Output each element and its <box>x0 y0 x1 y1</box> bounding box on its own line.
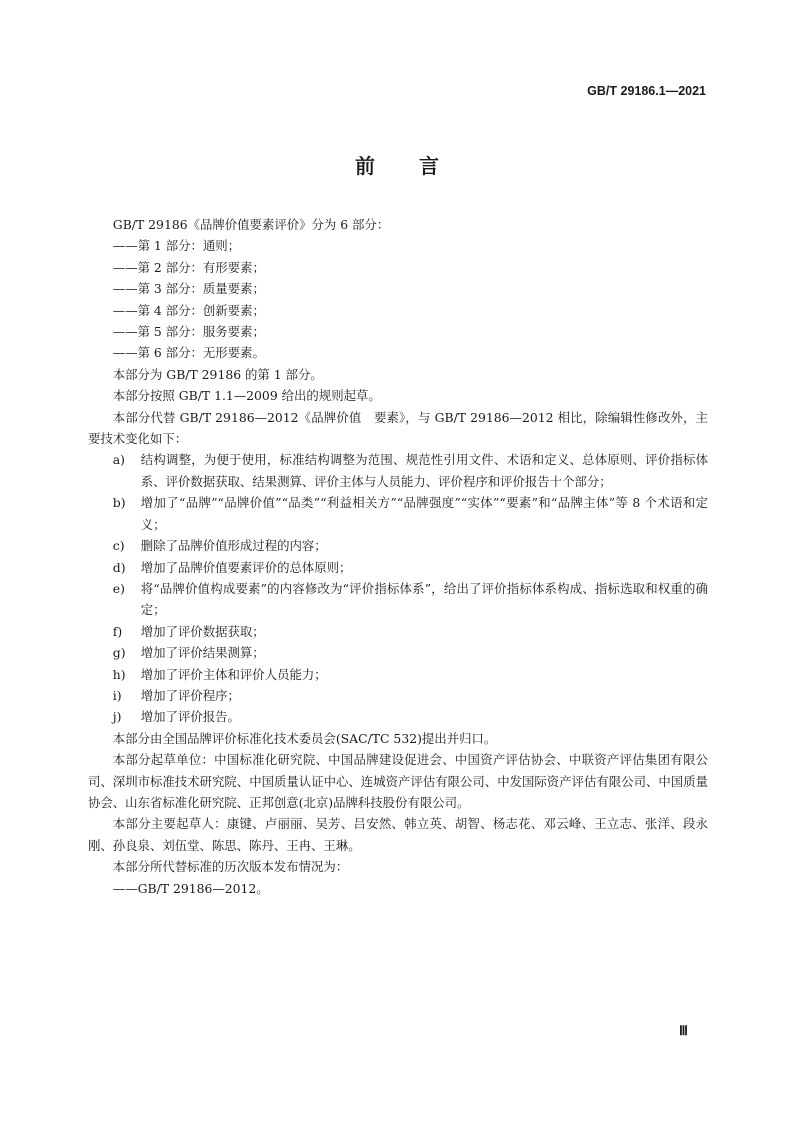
part-item: ——第 5 部分：服务要素； <box>112 324 265 340</box>
change-item <box>113 664 708 685</box>
part-item: ——第 3 部分：质量要素； <box>112 281 265 297</box>
change-item <box>113 492 708 535</box>
change-marker: f) <box>112 623 123 639</box>
change-item <box>113 578 708 621</box>
change-text: 删除了品牌价值形成过程的内容； <box>140 538 327 554</box>
change-marker: h) <box>112 666 126 682</box>
page-title: 前言 <box>355 154 483 178</box>
history-item: ——GB/T 29186—2012。 <box>112 880 269 896</box>
change-text: 增加了评价程序； <box>140 687 240 703</box>
this-part-paragraph: 本部分为 GB/T 29186 的第 1 部分。 <box>112 366 323 382</box>
document-code: GB/T 29186.1—2021 <box>587 84 706 98</box>
drafting-rule-paragraph: 本部分按照 GB/T 1.1—2009 给出的规则起草。 <box>112 388 381 404</box>
change-text: 增加了评价主体和评价人员能力； <box>140 666 327 682</box>
change-text: 增加了品牌价值要素评价的总体原则； <box>140 559 352 575</box>
change-marker: e) <box>112 580 125 596</box>
drafting-units-paragraph: 本部分起草单位：中国标准化研究院、中国品牌建设促进会、中国资产评估协会、中联资产评估集团有限公司、深圳市标准技术研究院、中国质量认证中心、连城资产评估有限公司、中发国际资产评估有限公司、中国质量协会、山东省标准化研究院、正邦创意(北京)品牌科技股份有限公司。 <box>88 752 708 810</box>
change-text: 结构调整，为便于使用，标准结构调整为范围、规范性引用文件、术语和定义、总体原则、评价指标体系、评价数据获取、结果测算、评价主体与人员能力、评价程序和评价报告十个部分； <box>140 452 708 489</box>
change-marker: i) <box>112 687 122 703</box>
page-number: Ⅲ <box>679 1023 688 1038</box>
intro-paragraph: GB/T 29186《品牌价值要素评价》分为 6 部分： <box>112 217 390 232</box>
drafters-paragraph: 本部分主要起草人：康键、卢丽丽、吴芳、吕安然、韩立英、胡智、杨志花、邓云峰、王立志、张洋、段永刚、孙良泉、刘伍堂、陈思、陈丹、王冉、王琳。 <box>88 816 708 853</box>
change-item <box>113 535 708 556</box>
part-item: ——第 2 部分：有形要素； <box>112 259 265 275</box>
replaces-paragraph: 本部分代替 GB/T 29186—2012《品牌价值 要素》，与 GB/T 29186—2012 相比，除编辑性修改外，主要技术变化如下： <box>88 409 708 447</box>
change-text: 将“品牌价值构成要素”的内容修改为“评价指标体系”，给出了评价指标体系构成、指标选取和权重的确定； <box>140 580 708 618</box>
change-text: 增加了评价数据获取； <box>140 623 265 639</box>
part-item: ——第 1 部分：通则； <box>112 238 241 254</box>
change-marker: b) <box>112 495 126 511</box>
change-item <box>113 642 708 663</box>
foreword-body <box>88 214 708 899</box>
changes-list <box>88 449 708 727</box>
part-item: ——第 6 部分：无形要素。 <box>112 345 265 361</box>
part-item: ——第 4 部分：创新要素； <box>112 302 265 318</box>
change-marker: j) <box>112 709 122 725</box>
change-text: 增加了评价结果测算； <box>140 645 265 661</box>
change-item <box>113 621 708 642</box>
proposed-by-paragraph: 本部分由全国品牌评价标准化技术委员会(SAC/TC 532)提出并归口。 <box>112 730 497 746</box>
change-item <box>113 557 708 578</box>
change-marker: c) <box>112 538 125 554</box>
change-marker: a) <box>112 452 126 468</box>
history-intro-paragraph: 本部分所代替标准的历次版本发布情况为： <box>112 859 349 875</box>
change-item <box>113 449 708 492</box>
change-marker: g) <box>112 645 126 661</box>
parts-list <box>88 235 708 363</box>
change-item <box>113 706 708 727</box>
change-item <box>113 685 708 706</box>
change-text: 增加了评价报告。 <box>140 709 240 725</box>
change-text: 增加了“品牌”“品牌价值”“品类”“利益相关方”“品牌强度”“实体”“要素”和“品牌主体”等 8 个术语和定义； <box>140 495 708 532</box>
change-marker: d) <box>112 559 126 575</box>
